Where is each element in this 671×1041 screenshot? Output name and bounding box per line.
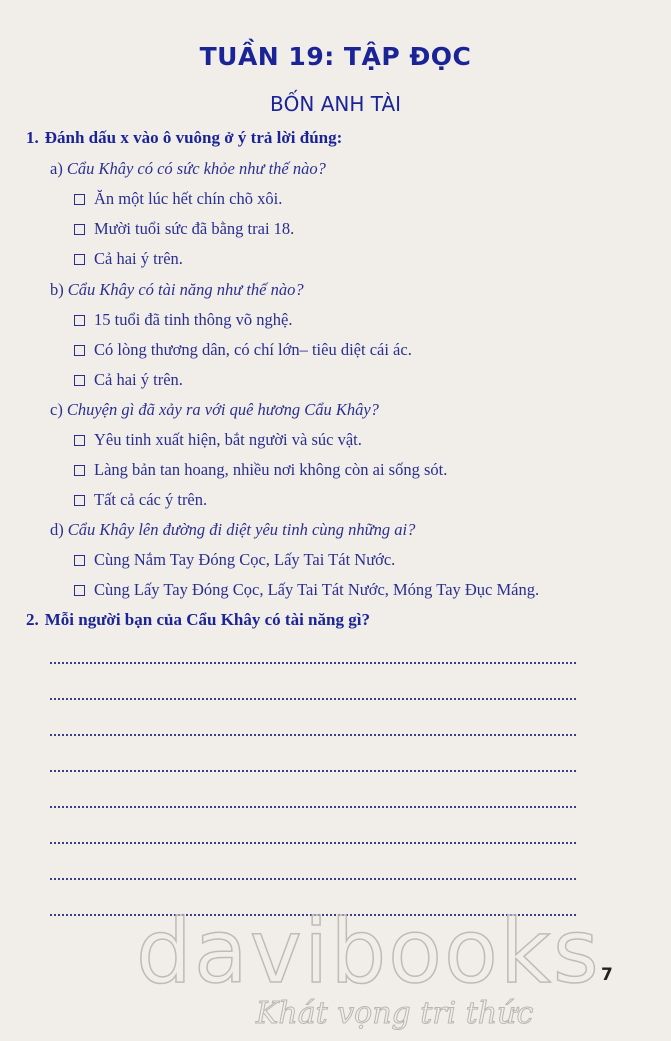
- option-1a-3[interactable]: [74, 249, 183, 269]
- option-label: Có lòng thương dân, có chí lớn– tiêu diệt cái ác.: [94, 340, 412, 359]
- option-1b-2[interactable]: [74, 340, 412, 360]
- option-1b-3[interactable]: [74, 370, 183, 390]
- option-1c-1[interactable]: [74, 430, 362, 450]
- question-1b-label: b): [50, 280, 64, 299]
- answer-line[interactable]: [50, 770, 576, 772]
- option-label: Cùng Lấy Tay Đóng Cọc, Lấy Tai Tát Nước, Móng Tay Đục Máng.: [94, 580, 540, 599]
- checkbox[interactable]: [74, 555, 85, 566]
- checkbox[interactable]: [74, 194, 85, 205]
- question-1a: [50, 159, 326, 179]
- checkbox[interactable]: [74, 345, 85, 356]
- option-label: Cả hai ý trên.: [94, 370, 183, 389]
- question-2-text: Mỗi người bạn của Cẩu Khây có tài năng gì?: [44, 610, 370, 629]
- question-1d-text: Cẩu Khây lên đường đi diệt yêu tinh cùng những ai?: [67, 520, 416, 539]
- option-1a-1[interactable]: [74, 189, 282, 209]
- question-1a-label: a): [50, 159, 63, 178]
- question-1b: [50, 280, 304, 300]
- checkbox[interactable]: [74, 375, 85, 386]
- page-number: 7: [601, 965, 613, 985]
- option-1c-3[interactable]: [74, 490, 207, 510]
- option-label: Mười tuổi sức đã bằng trai 18.: [94, 219, 295, 238]
- option-label: Cả hai ý trên.: [94, 249, 183, 268]
- question-1d-label: d): [50, 520, 64, 539]
- answer-line[interactable]: [50, 734, 576, 736]
- question-1b-text: Cẩu Khây có tài năng như thế nào?: [67, 280, 304, 299]
- option-label: Làng bản tan hoang, nhiều nơi không còn ai sống sót.: [94, 460, 448, 479]
- question-1-number: 1.: [26, 128, 39, 147]
- option-label: Cùng Nắm Tay Đóng Cọc, Lấy Tai Tát Nước.: [94, 550, 396, 569]
- checkbox[interactable]: [74, 224, 85, 235]
- question-2: [26, 610, 370, 630]
- answer-line[interactable]: [50, 698, 576, 700]
- question-1c-label: c): [50, 400, 63, 419]
- option-1c-2[interactable]: [74, 460, 447, 480]
- question-1c-text: Chuyện gì đã xảy ra với quê hương Cẩu Khây?: [66, 400, 379, 419]
- question-1-text: Đánh dấu x vào ô vuông ở ý trả lời đúng:: [44, 128, 343, 147]
- checkbox[interactable]: [74, 495, 85, 506]
- lesson-title: BỐN ANH TÀI: [269, 92, 402, 116]
- checkbox[interactable]: [74, 585, 85, 596]
- watermark-tagline: Khát vọng tri thức: [256, 996, 534, 1031]
- answer-line[interactable]: [50, 878, 576, 880]
- answer-line[interactable]: [50, 806, 576, 808]
- option-label: Yêu tinh xuất hiện, bắt người và súc vật.: [94, 430, 362, 449]
- page-title: TUẦN 19: TẬP ĐỌC: [199, 42, 472, 71]
- answer-line[interactable]: [50, 662, 576, 664]
- option-label: 15 tuổi đã tinh thông võ nghệ.: [94, 310, 293, 329]
- option-1d-1[interactable]: [74, 550, 395, 570]
- question-1d: [50, 520, 415, 540]
- question-2-number: 2.: [26, 610, 39, 629]
- checkbox[interactable]: [74, 315, 85, 326]
- option-label: Ăn một lúc hết chín chõ xôi.: [94, 189, 283, 208]
- option-1d-2[interactable]: [74, 580, 539, 600]
- option-1b-1[interactable]: [74, 310, 292, 330]
- option-1a-2[interactable]: [74, 219, 294, 239]
- watermark-logo: davibooks: [136, 900, 601, 1003]
- checkbox[interactable]: [74, 465, 85, 476]
- question-1: [26, 128, 342, 148]
- answer-line[interactable]: [50, 842, 576, 844]
- question-1a-text: Cẩu Khây có có sức khỏe như thế nào?: [66, 159, 326, 178]
- option-label: Tất cả các ý trên.: [94, 490, 208, 509]
- checkbox[interactable]: [74, 435, 85, 446]
- question-1c: [50, 400, 379, 420]
- checkbox[interactable]: [74, 254, 85, 265]
